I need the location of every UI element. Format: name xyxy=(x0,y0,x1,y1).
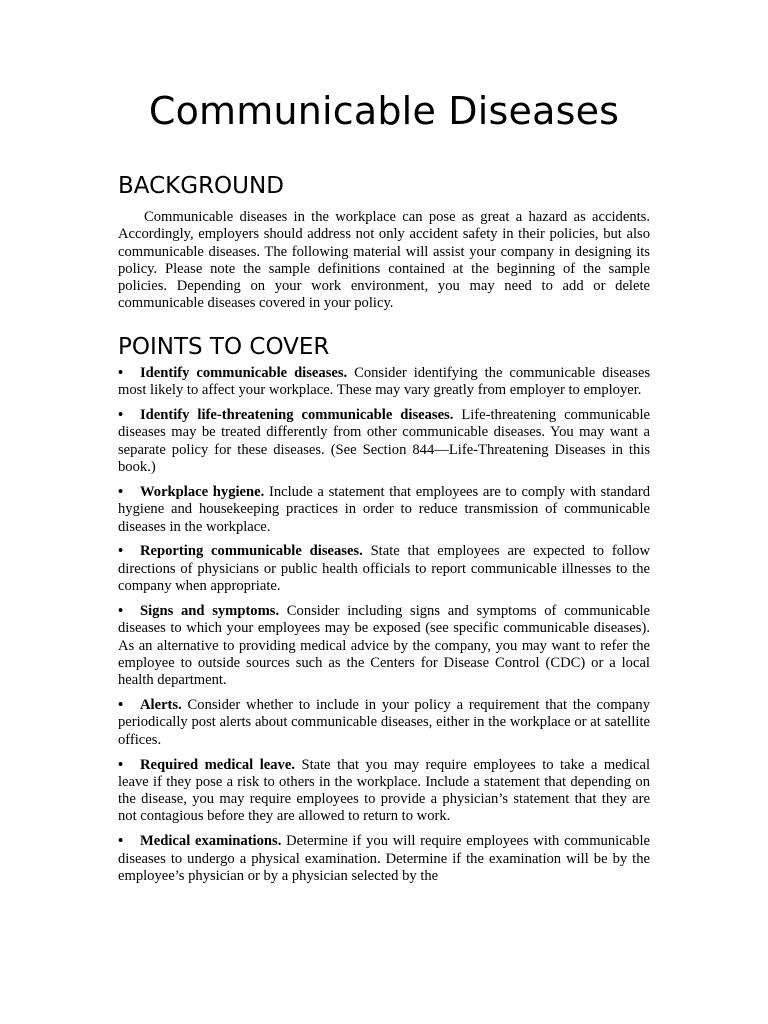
bullet-icon: • xyxy=(118,697,124,714)
document-title: Communicable Diseases xyxy=(148,89,620,133)
point-text: Consider whether to include in your policy a requirement that the company periodically post alerts about communicable diseases, either in the workplace or at satellite offices. xyxy=(118,697,650,748)
list-item xyxy=(118,757,650,826)
point-title: Workplace hygiene. xyxy=(140,483,265,500)
point-title: Identify life-threatening communicable diseases. xyxy=(140,407,454,424)
bullet-icon: • xyxy=(118,543,124,560)
point-text: State that employees are expected to follow directions of physicians or public health officials to report communicable illnesses to the company when appropriate. xyxy=(118,543,650,595)
point-title: Medical examinations. xyxy=(140,833,282,850)
background-heading: BACKGROUND xyxy=(118,173,284,199)
points-to-cover-heading: POINTS TO COVER xyxy=(118,334,330,360)
point-title: Identify communicable diseases. xyxy=(140,365,348,381)
point-text: Consider including signs and symptoms of communicable diseases to which your employees may be exposed (see specific communicable diseases). As an alternative to providing medical advice by the company, you may want to refer the employee to outside sources such as the Centers for Disease Control (CDC) or a local health department. xyxy=(118,602,650,689)
list-item xyxy=(118,543,650,595)
point-text: Include a statement that employees are to comply with standard hygiene and housekeeping practices in order to reduce transmission of communicable diseases in the workplace. xyxy=(118,483,650,535)
point-text: Life-threatening communicable diseases may be treated differently from other communicable diseases. You may want a separate policy for these diseases. (See Section 844—Life-Threatening Diseases in this book.) xyxy=(118,407,650,476)
bullet-icon: • xyxy=(118,407,124,424)
point-title: Signs and symptoms. xyxy=(140,602,280,619)
point-text: Consider identifying the communicable diseases most likely to affect your workplace. These may vary greatly from employer to employer. xyxy=(118,365,650,399)
bullet-icon: • xyxy=(118,483,124,500)
point-title: Required medical leave. xyxy=(140,756,295,773)
bullet-icon: • xyxy=(118,365,124,381)
point-title: Reporting communicable diseases. xyxy=(140,543,363,560)
background-paragraph: Communicable diseases in the workplace can pose as great a hazard as accidents. Accordingly, employers should address not only accident safety in their policies, but also communicable diseases. The following material will assist your company in designing its policy. Please note the sample definitions contained at the beginning of the sample policies. Depending on your work environment, you may need to add or delete communicable diseases covered in your policy. xyxy=(118,209,650,312)
list-item xyxy=(118,833,650,885)
list-item xyxy=(118,697,650,749)
bullet-icon: • xyxy=(118,602,124,619)
points-list xyxy=(118,365,650,893)
point-text: Determine if you will require employees with communicable diseases to undergo a physical examination. Determine if the examination will be by the employee’s physician or by a physician selected by the xyxy=(118,833,650,884)
point-text: State that you may require employees to take a medical leave if they pose a risk to others in the workplace. Include a statement that depending on the disease, you may require employees to provide a physician’s statement that they are not contagious before they are allowed to return to work. xyxy=(118,756,651,825)
list-item xyxy=(118,407,650,476)
bullet-icon: • xyxy=(118,833,124,850)
bullet-icon: • xyxy=(118,756,124,773)
list-item xyxy=(118,365,650,400)
list-item xyxy=(118,484,650,536)
list-item xyxy=(118,603,650,689)
point-title: Alerts. xyxy=(140,697,182,714)
